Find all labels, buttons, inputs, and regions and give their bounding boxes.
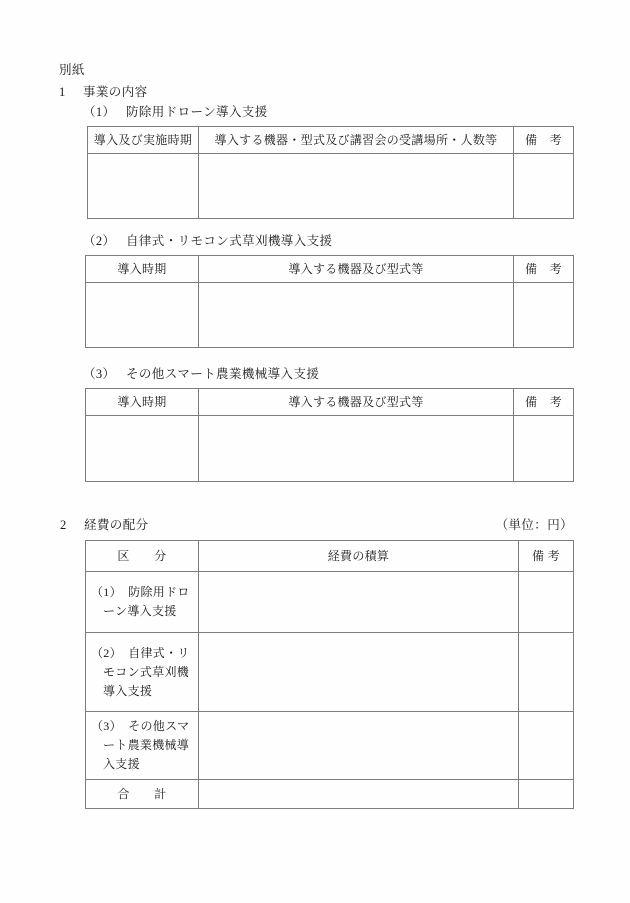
category-line: （1） 防除用ドロ <box>91 585 190 599</box>
td-period[interactable] <box>86 283 199 348</box>
table-row <box>88 154 574 219</box>
table-header-row <box>88 127 574 154</box>
th-remarks: 備 考 <box>514 389 574 416</box>
td-remarks[interactable] <box>514 416 574 482</box>
td-period[interactable] <box>86 416 199 482</box>
table-row <box>86 416 574 482</box>
category-line: （3） その他スマ <box>91 719 190 733</box>
td-remarks-other[interactable] <box>519 712 574 780</box>
table-other-smart-machinery <box>85 388 574 482</box>
subsection-title-1-2: 自律式・リモコン式草刈機導入支援 <box>126 234 333 248</box>
td-period[interactable] <box>88 154 199 219</box>
table-drone-introduction <box>87 126 574 219</box>
table-row <box>86 283 574 348</box>
td-estimate-mower[interactable] <box>199 633 519 712</box>
td-total-remarks[interactable] <box>519 780 574 809</box>
section-number-2: 2 <box>60 518 67 532</box>
table-total-row <box>86 780 574 809</box>
td-remarks[interactable] <box>514 283 574 348</box>
td-estimate-other[interactable] <box>199 712 519 780</box>
td-estimate-drone[interactable] <box>199 572 519 633</box>
table-row <box>86 633 574 712</box>
subsection-heading-1-2 <box>83 233 332 249</box>
th-equipment: 導入する機器及び型式等 <box>199 389 514 416</box>
th-category: 区 分 <box>86 541 199 572</box>
th-period: 導入時期 <box>86 389 199 416</box>
section-title-1: 事業の内容 <box>83 85 148 99</box>
th-equipment-and-training: 導入する機器・型式及び講習会の受講場所・人数等 <box>199 127 514 154</box>
td-remarks-mower[interactable] <box>519 633 574 712</box>
td-remarks[interactable] <box>514 154 574 219</box>
td-category-other <box>86 712 199 780</box>
td-total-estimate[interactable] <box>199 780 519 809</box>
unit-note: （単位：円） <box>495 518 573 532</box>
td-category-drone <box>86 572 199 633</box>
table-header-row <box>86 389 574 416</box>
th-estimate: 経費の積算 <box>199 541 519 572</box>
td-remarks-drone[interactable] <box>519 572 574 633</box>
td-equipment-and-training[interactable] <box>199 154 514 219</box>
th-equipment: 導入する機器及び型式等 <box>199 256 514 283</box>
section-heading-1 <box>59 84 148 100</box>
category-line: ーン導入支援 <box>103 604 177 618</box>
table-header-row <box>86 541 574 572</box>
subsection-number-1-3: （3） <box>83 367 116 381</box>
th-remarks: 備 考 <box>514 256 574 283</box>
category-line: ート農業機械導 <box>103 738 190 752</box>
th-remarks: 備 考 <box>519 541 574 572</box>
category-line: 入支援 <box>103 757 140 771</box>
category-line: （2） 自律式・リ <box>91 645 190 660</box>
subsection-heading-1-3 <box>83 366 319 382</box>
table-header-row <box>86 256 574 283</box>
th-period: 導入及び実施時期 <box>88 127 199 154</box>
td-total-label: 合 計 <box>86 780 199 809</box>
subsection-title-1-3: その他スマート農業機械導入支援 <box>126 367 320 381</box>
subsection-title-1-1: 防除用ドローン導入支援 <box>126 105 268 119</box>
table-row <box>86 572 574 633</box>
table-expense-allocation <box>85 540 574 809</box>
subsection-number-1-2: （2） <box>83 234 116 248</box>
section-title-2: 経費の配分 <box>84 518 149 532</box>
td-category-mower <box>86 633 199 712</box>
th-period: 導入時期 <box>86 256 199 283</box>
category-line: モコン式草刈機 <box>103 664 190 679</box>
td-equipment[interactable] <box>199 283 514 348</box>
table-row <box>86 712 574 780</box>
subsection-heading-1-1 <box>83 104 268 120</box>
section-number-1: 1 <box>59 85 66 99</box>
category-line: 導入支援 <box>103 683 153 698</box>
table-mower-introduction <box>85 255 574 348</box>
attachment-label: 別紙 <box>59 63 85 77</box>
subsection-number-1-1: （1） <box>83 105 116 119</box>
th-remarks: 備 考 <box>514 127 574 154</box>
td-equipment[interactable] <box>199 416 514 482</box>
